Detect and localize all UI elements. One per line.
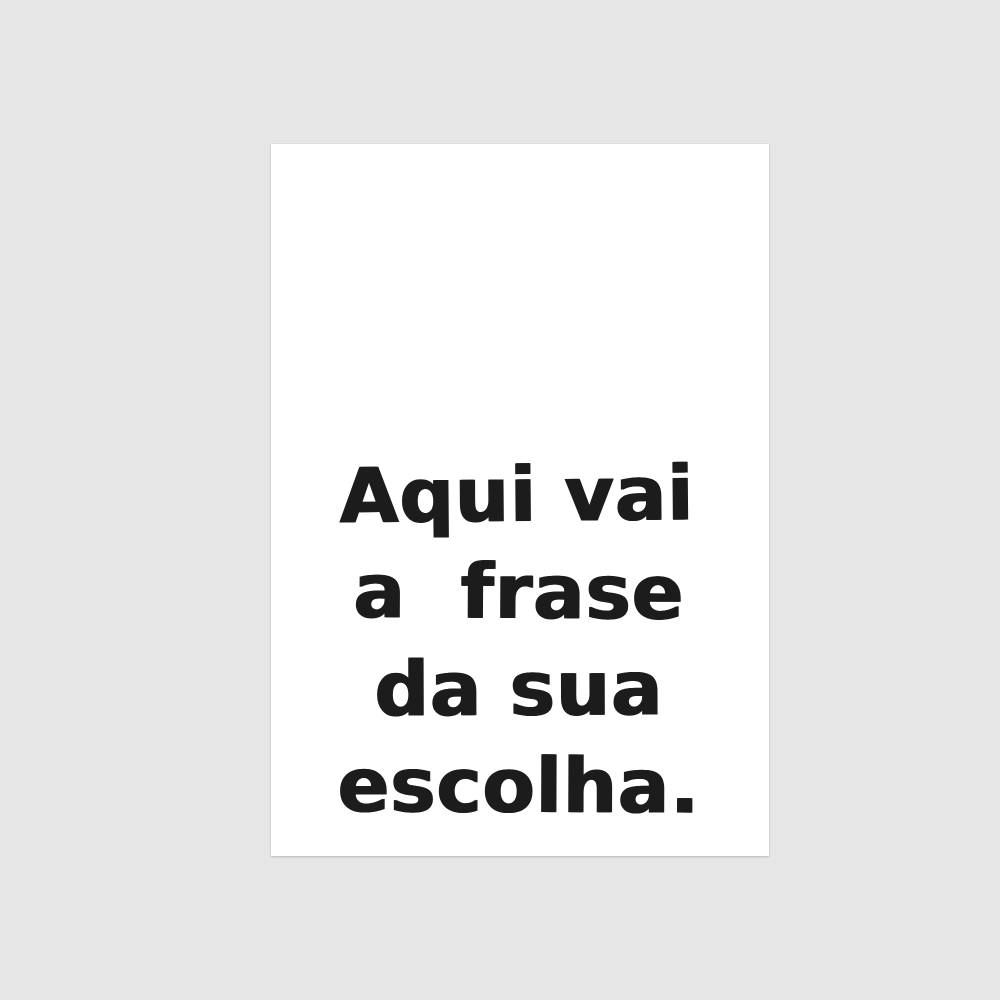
poster-sheet (271, 144, 769, 856)
quote-text (271, 446, 769, 834)
quote-line-4: escolha. (337, 740, 701, 831)
quote-line-2: a frase (353, 546, 685, 637)
quote-line-3: da sua (374, 643, 664, 734)
quote-line-1: Aqui vai (339, 448, 695, 541)
